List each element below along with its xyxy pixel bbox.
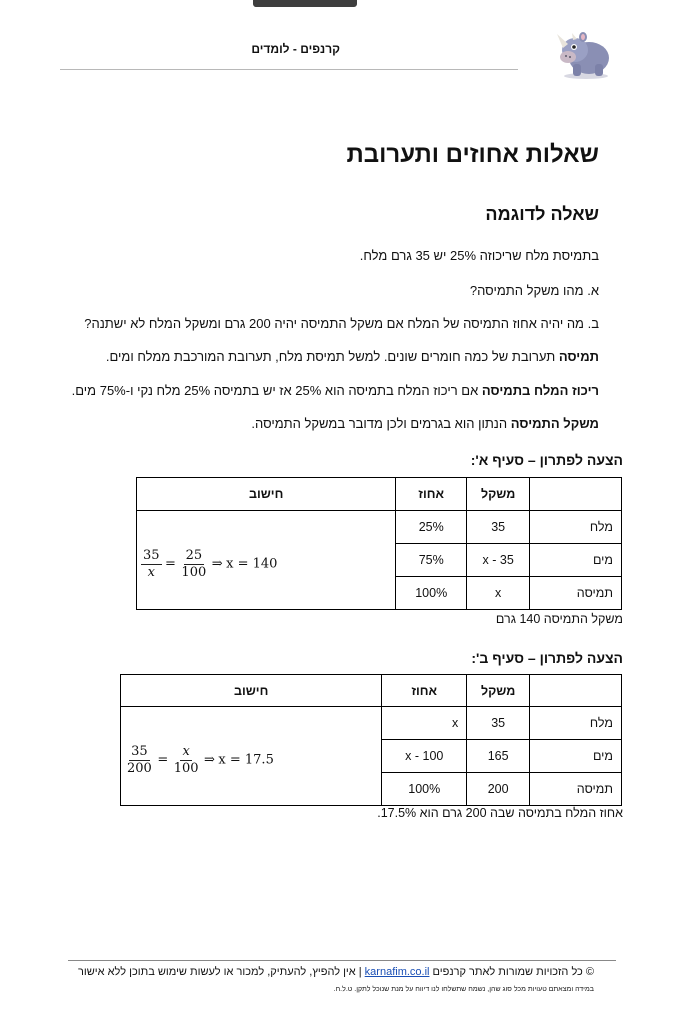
fraction: $\frac{x}{100}$ [173,744,199,776]
row-percent: 100% [396,577,467,610]
site-link[interactable]: karnafim.co.il [364,966,430,978]
definition-term: משקל התמיסה [510,416,599,431]
row-label: תמיסה [530,577,622,610]
definition-text: הנתון הוא בגרמים ולכן מדובר במשקל התמיסה. [251,416,511,431]
fraction: $\frac{35}{x}$ [143,548,160,580]
header-weight: משקל [467,478,530,511]
solution-table-a [136,477,622,610]
header-label [530,478,622,511]
row-weight: x - 35 [467,544,530,577]
rhino-mascot-icon [553,24,617,82]
footer-disclaimer: במידה ומצאתם טעויות מכל סוג שהן, נשמח שתשלחו לנו דיווח על מנת שנוכל לתקן. ט.ל.ח. [333,986,594,993]
header-percent: אחוז [382,675,467,707]
row-label: תמיסה [530,773,622,806]
row-label: מים [530,544,622,577]
row-weight: 35 [467,511,530,544]
row-label: מלח [530,707,622,740]
table-row [121,707,622,740]
table-header-row [137,478,622,511]
row-percent: 75% [396,544,467,577]
question-text: בתמיסת מלח שריכוזה 25% יש 35 גרם מלח. [359,248,599,263]
row-label: מים [530,740,622,773]
row-percent: 100% [382,773,467,806]
section-a-title: הצעה לפתרון – סעיף א': [470,452,623,468]
definition-term: תמיסה [558,349,599,364]
row-percent: x [382,707,467,740]
header-percent: אחוז [396,478,467,511]
calc-cell [121,707,382,806]
table-row [137,511,622,544]
table-header-row [121,675,622,707]
top-tab [253,0,357,7]
header-label [530,675,622,707]
row-label: מלח [530,511,622,544]
implies-arrow: ⇒ [204,752,215,768]
definition-concentration [72,383,599,398]
fraction: $\frac{35}{200}$ [127,744,152,776]
row-weight: 200 [467,773,530,806]
answer-a: משקל התמיסה 140 גרם [495,612,623,626]
calc-result: x = 140 [226,556,278,572]
copyright-text: | אין להפיץ, להעתיק, למכור או לעשות שימוש בתוכן ללא אישור [78,966,365,978]
section-b-title: הצעה לפתרון – סעיף ב': [471,650,623,666]
footer-divider [68,960,616,961]
row-weight: x [467,577,530,610]
header-calc: חישוב [121,675,382,707]
answer-b: אחוז המלח בתמיסה שבה 200 גרם הוא 17.5%. [377,806,623,820]
page-title: שאלות אחוזים ותערובת [346,141,599,168]
implies-arrow: ⇒ [211,556,223,572]
calc-cell [137,511,396,610]
copyright-text: © כל הזכויות שמורות לאתר קרנפים [429,966,594,978]
header-divider [60,69,518,70]
example-subtitle: שאלה לדוגמה [485,204,599,224]
solution-table-b [120,674,622,806]
definition-solution [106,349,599,364]
row-percent: 100 - x [382,740,467,773]
definition-term: ריכוז המלח בתמיסה [481,383,599,398]
row-weight: 35 [467,707,530,740]
definition-text: אם ריכוז המלח בתמיסה הוא 25% אז יש בתמיסה 25% מלח נקי ו-75% מים. [71,383,482,398]
header-calc: חישוב [137,478,396,511]
header-title: קרנפים - לומדים [251,42,340,56]
definition-text: תערובת של כמה חומרים שונים. למשל תמיסת מלח, תערובת המורכבת ממלח ומים. [105,349,559,364]
fraction: $\frac{25}{100}$ [181,548,207,580]
part-a-text: א. מהו משקל התמיסה? [469,283,599,298]
definition-weight [251,416,599,431]
calc-result: x = 17.5 [218,752,274,768]
row-percent: 25% [396,511,467,544]
header-weight: משקל [467,675,530,707]
equals-sign: = [157,752,169,768]
footer-copyright [78,966,594,978]
part-b-text: ב. מה יהיה אחוז התמיסה של המלח אם משקל התמיסה יהיה 200 גרם ומשקל המלח לא ישתנה? [84,316,599,331]
equals-sign: = [165,556,176,572]
row-weight: 165 [467,740,530,773]
